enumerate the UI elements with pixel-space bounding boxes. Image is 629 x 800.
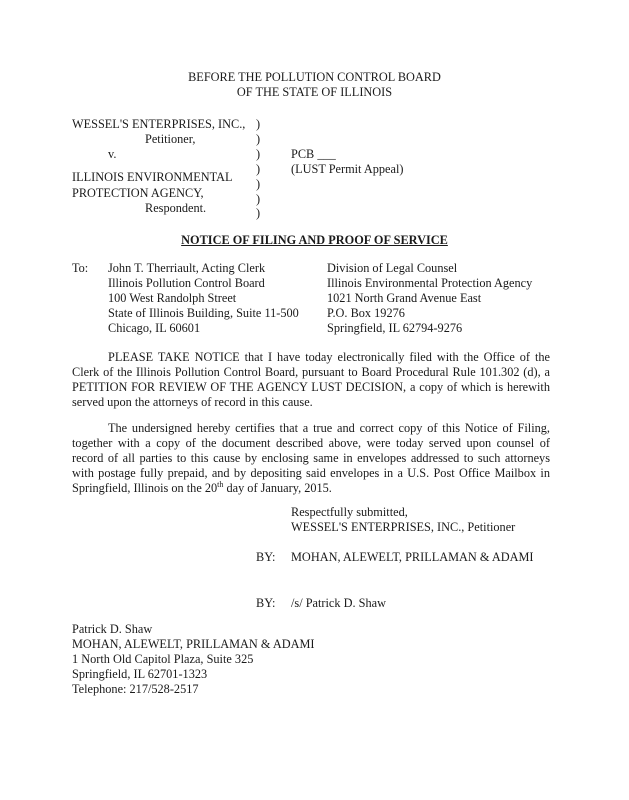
attorney-city: Springfield, IL 62701-1323	[72, 667, 208, 681]
by-label: BY:	[256, 596, 276, 610]
attorney-name: Patrick D. Shaw	[72, 622, 153, 636]
caption-bracket: )	[256, 192, 261, 206]
caption-bracket: )	[256, 177, 261, 191]
document-reference: PETITION FOR REVIEW OF THE AGENCY LUST DECISION	[72, 380, 404, 394]
respondent-role: Respondent.	[145, 201, 207, 215]
to-label: To:	[72, 261, 89, 275]
ordinal-suffix: th	[217, 479, 224, 489]
address-line: Chicago, IL 60601	[108, 321, 201, 335]
address-line: 1021 North Grand Avenue East	[327, 291, 482, 305]
notice-lead: PLEASE TAKE NOTICE	[108, 350, 240, 364]
caption-bracket: )	[256, 206, 261, 220]
address-line: Division of Legal Counsel	[327, 261, 458, 275]
petitioner-role: Petitioner,	[145, 132, 196, 146]
address-line: State of Illinois Building, Suite 11-500	[108, 306, 299, 320]
petitioner-name: WESSEL'S ENTERPRISES, INC.,	[72, 117, 246, 131]
attorney-firm: MOHAN, ALEWELT, PRILLAMAN & ADAMI	[72, 637, 315, 651]
signing-party: WESSEL'S ENTERPRISES, INC., Petitioner	[291, 520, 516, 534]
address-line: Springfield, IL 62794-9276	[327, 321, 463, 335]
address-line: John T. Therriault, Acting Clerk	[108, 261, 266, 275]
certification-text: day of January, 2015.	[223, 481, 332, 495]
electronic-signature: /s/ Patrick D. Shaw	[291, 596, 386, 610]
attorney-address: 1 North Old Capitol Plaza, Suite 325	[72, 652, 254, 666]
respondent-name-line-1: ILLINOIS ENVIRONMENTAL	[72, 170, 233, 184]
address-line: Illinois Pollution Control Board	[108, 276, 265, 290]
caption-bracket: )	[256, 117, 261, 131]
versus-label: v.	[108, 147, 117, 161]
board-heading-line-2: OF THE STATE OF ILLINOIS	[236, 85, 393, 99]
certification-text: The undersigned hereby certifies that a true and correct copy of this Notice of Filing, together with a copy of the document described above, were today served upon counsel of record of all parties to this cause by enclosing same in envelopes addressed to such attorneys with postage fully prepaid, and by depositing said envelopes in a U.S. Post Office Mailbox in Springfield, Illinois on the 20	[72, 421, 550, 495]
address-line: Illinois Environmental Protection Agency	[327, 276, 533, 290]
notice-text: that I have today electronically filed with the Office of the Clerk of the Illinois Pollution Control Board, pursuant to Board Procedural Rule 101.302 (d), a	[72, 350, 550, 379]
notice-paragraph	[72, 350, 550, 410]
attorney-telephone: Telephone: 217/528-2517	[72, 682, 199, 696]
document-title: NOTICE OF FILING AND PROOF OF SERVICE	[181, 233, 448, 247]
caption-bracket: )	[256, 132, 261, 146]
respectfully-submitted: Respectfully submitted,	[291, 505, 408, 519]
law-firm-name: MOHAN, ALEWELT, PRILLAMAN & ADAMI	[291, 550, 534, 564]
case-number: PCB ___	[291, 147, 336, 161]
board-heading-line-1: BEFORE THE POLLUTION CONTROL BOARD	[188, 70, 441, 84]
caption-bracket: )	[256, 162, 261, 176]
respondent-name-line-2: PROTECTION AGENCY,	[72, 186, 204, 200]
address-line: 100 West Randolph Street	[108, 291, 237, 305]
certification-paragraph	[72, 421, 550, 496]
caption-bracket: )	[256, 147, 261, 161]
address-line: P.O. Box 19276	[327, 306, 405, 320]
notice-text: , a copy of which is herewith served upon the attorneys of record in this cause.	[72, 380, 550, 409]
case-type: (LUST Permit Appeal)	[291, 162, 404, 176]
by-label: BY:	[256, 550, 276, 564]
